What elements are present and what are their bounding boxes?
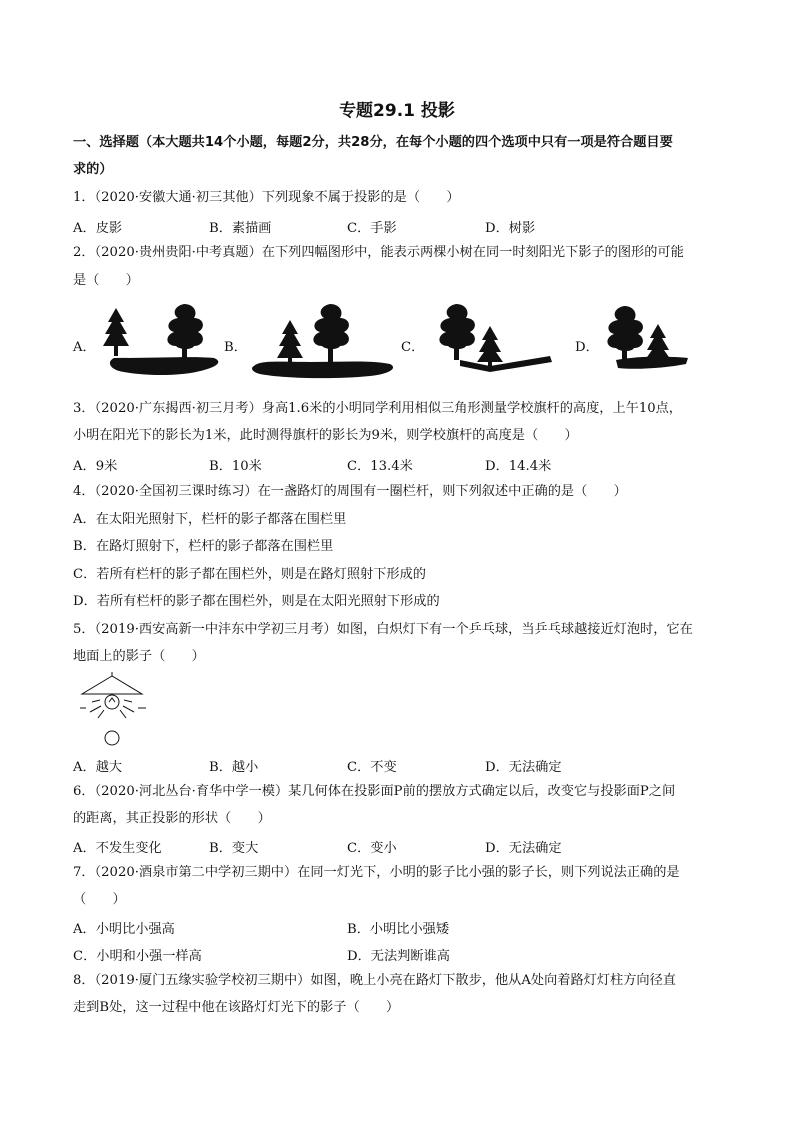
tree-shadow <box>460 356 552 372</box>
ping-pong-ball <box>105 731 119 745</box>
q3-option-d: D．14.4米 <box>485 459 552 474</box>
q7-stem-line2: （ ） <box>73 892 126 907</box>
q6-option-a: A．不发生变化 <box>73 841 162 856</box>
tree-shadow <box>110 357 218 375</box>
q2-figure-c <box>420 300 560 385</box>
light-ray <box>120 710 126 718</box>
q6-option-c: C．变小 <box>347 841 397 856</box>
small-tree-crown <box>103 308 129 346</box>
big-tree-crown <box>439 304 475 349</box>
q1-option-d: D．树影 <box>485 221 536 236</box>
q5-lamp-figure <box>74 672 154 750</box>
q4-option-a: A．在太阳光照射下，栏杆的影子都落在围栏里 <box>73 512 347 527</box>
q4-option-b: B．在路灯照射下，栏杆的影子都落在围栏里 <box>73 539 334 554</box>
small-tree-trunk <box>114 346 118 356</box>
q1-option-c: C．手影 <box>347 221 397 236</box>
q2-figure-d <box>596 300 696 385</box>
q8-stem-line1: 8．（2019·厦门五缘实验学校初三期中）如图，晚上小亮在路灯下散步，他从A处向着路灯灯柱方向径直 <box>73 973 676 988</box>
light-ray <box>92 700 100 702</box>
q5-option-b: B．越小 <box>209 760 259 775</box>
q6-stem-line1: 6．（2020·河北丛台·育华中学一模）某几何体在投影面P前的摆放方式确定以后，改变它与投影面P之间 <box>73 784 676 799</box>
q6-option-d: D．无法确定 <box>485 841 562 856</box>
q7-option-c: C．小明和小强一样高 <box>73 949 202 964</box>
page-title: 专题29.1 投影 <box>339 101 455 121</box>
big-tree-crown <box>167 304 203 349</box>
light-ray <box>98 710 104 718</box>
q2-figure-b <box>250 300 400 385</box>
q3-option-b: B．10米 <box>209 459 262 474</box>
q3-option-c: C．13.4米 <box>347 459 413 474</box>
tree-shadow <box>616 357 688 369</box>
q4-option-d: D．若所有栏杆的影子都在围栏外，则是在太阳光照射下形成的 <box>73 594 440 609</box>
q6-stem-line2: 的距离，其正投影的形状（ ） <box>73 811 271 826</box>
light-ray <box>90 706 101 712</box>
q3-option-a: A．9米 <box>73 459 118 474</box>
big-tree-crown <box>313 304 349 349</box>
lampshade <box>82 676 142 694</box>
q1-option-a: A．皮影 <box>73 221 123 236</box>
q7-option-a: A．小明比小强高 <box>73 922 175 937</box>
q2-label-a: A． <box>73 340 96 355</box>
small-tree-crown <box>645 324 671 360</box>
big-tree-crown <box>607 306 643 351</box>
q1-option-b: B．素描画 <box>209 221 272 236</box>
q5-option-d: D．无法确定 <box>485 760 562 775</box>
q1-stem: 1．（2020·安徽大通·初三其他）下列现象不属于投影的是（ ） <box>73 190 460 205</box>
big-tree-trunk <box>622 346 627 360</box>
q4-stem: 4．（2020·全国初三课时练习）在一盏路灯的周围有一圈栏杆，则下列叙述中正确的是（ ） <box>73 484 627 499</box>
section-heading-line2: 求的） <box>73 162 113 177</box>
tree-shadow <box>252 362 393 379</box>
small-tree-crown <box>277 320 303 358</box>
q7-option-b: B．小明比小强矮 <box>347 922 450 937</box>
q5-option-a: A．越大 <box>73 760 123 775</box>
q8-stem-line2: 走到B处，这一过程中他在该路灯灯光下的影子（ ） <box>73 1000 400 1015</box>
q2-label-b: B． <box>224 340 247 355</box>
q7-stem-line1: 7．（2020·酒泉市第二中学初三期中）在同一灯光下，小明的影子比小强的影子长，则下列说法正确的是 <box>73 865 680 880</box>
section-heading-line1: 一、选择题（本大题共14个小题，每题2分，共28分，在每个小题的四个选项中只有一项是符合题目要 <box>73 135 673 150</box>
q2-figure-a <box>96 300 226 385</box>
small-tree-crown <box>477 326 503 362</box>
light-ray <box>124 700 132 702</box>
q2-label-d: D． <box>575 340 599 355</box>
big-tree-trunk <box>454 344 459 360</box>
q3-stem-line2: 小明在阳光下的影长为1米，此时测得旗杆的影长为9米，则学校旗杆的高度是（ ） <box>73 428 578 443</box>
small-tree-trunk <box>488 362 492 366</box>
q2-stem-line1: 2．（2020·贵州贵阳·中考真题）在下列四幅图形中，能表示两棵小树在同一时刻阳光下影子的图形的可能 <box>73 245 684 260</box>
q5-stem-line2: 地面上的影子（ ） <box>73 649 205 664</box>
q6-option-b: B．变大 <box>209 841 259 856</box>
q3-stem-line1: 3．（2020·广东揭西·初三月考）身高1.6米的小明同学利用相似三角形测量学校旗杆的高度，上午10点， <box>73 401 682 416</box>
q2-stem-line2: 是（ ） <box>73 273 139 288</box>
q4-option-c: C．若所有栏杆的影子都在围栏外，则是在路灯照射下形成的 <box>73 567 426 582</box>
q2-label-c: C． <box>401 340 425 355</box>
light-ray <box>123 706 134 712</box>
bulb-filament <box>109 698 115 702</box>
big-tree-trunk <box>328 344 333 362</box>
q5-stem-line1: 5．（2019·西安高新一中沣东中学初三月考）如图，白炽灯下有一个乒乓球，当乒乓球越接近灯泡时，它在 <box>73 622 693 637</box>
q5-option-c: C．不变 <box>347 760 397 775</box>
lightbulb <box>105 695 119 709</box>
q7-option-d: D．无法判断谁高 <box>347 949 450 964</box>
